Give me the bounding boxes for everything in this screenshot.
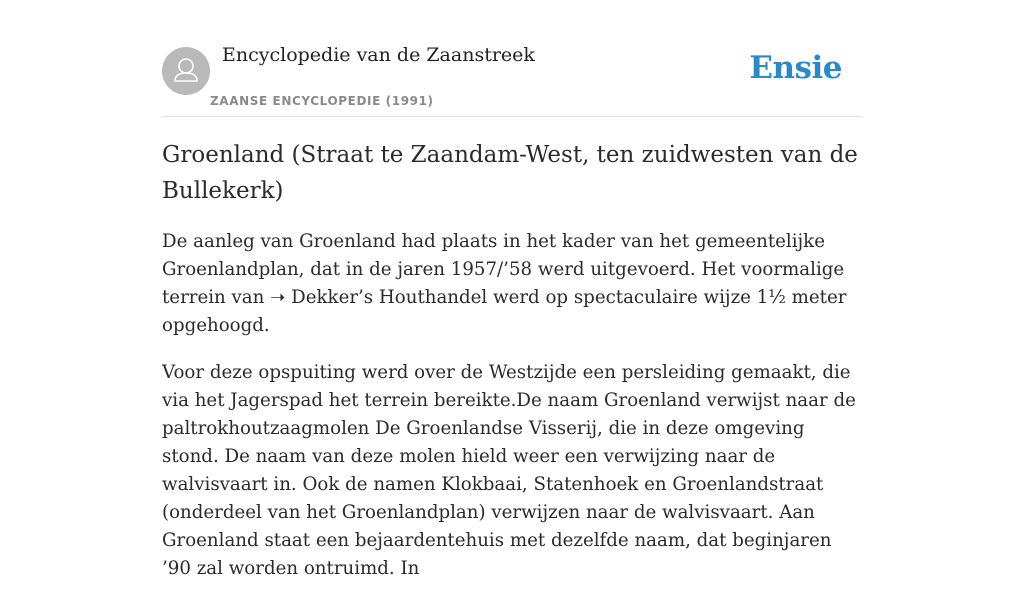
paragraph-1-text-before: De aanleg van Groenland had plaats in het kader van het gemeentelijke Groenlandplan, dat in de jaren 1957/’58 werd uitgevoerd. Het voormalige terrein van <box>162 231 845 308</box>
source-subtitle: ZAANSE ENCYCLOPEDIE (1991) <box>210 94 434 108</box>
user-placeholder-icon[interactable] <box>162 47 210 95</box>
paragraph-2: Voor deze opspuiting werd over de Westzijde een persleiding gemaakt, die via het Jagerspad het terrein bereikte.De naam Groenland verwijst naar de paltrokhoutzaagmolen De Groenlandse Visserij, die in deze omgeving stond. De naam van deze molen hield weer een verwijzing naar de walvisvaart in. Ook de namen Klokbaai, Statenhoek en Groenlandstraat (onderdeel van het Groenlandplan) verwijzen naar de walvisvaart. Aan Groenland staat een bejaardentehuis met dezelfde naam, dat beginjaren ’90 zal worden ontruimd. In <box>162 362 856 579</box>
paragraph-1 <box>162 228 862 340</box>
source-header <box>162 0 862 117</box>
article-body <box>162 228 862 602</box>
paragraph-1-text-after: werd op spectaculaire wijze 1½ meter opgehoogd. <box>162 287 847 336</box>
ensie-logo[interactable]: Ensie <box>749 50 842 86</box>
source-title[interactable]: Encyclopedie van de Zaanstreek <box>222 44 535 66</box>
article-title: Groenland (Straat te Zaandam-West, ten zuidwesten van de Bullekerk) <box>162 142 858 204</box>
dekkers-houthandel-link[interactable]: ➝ Dekker’s Houthandel <box>270 287 488 308</box>
